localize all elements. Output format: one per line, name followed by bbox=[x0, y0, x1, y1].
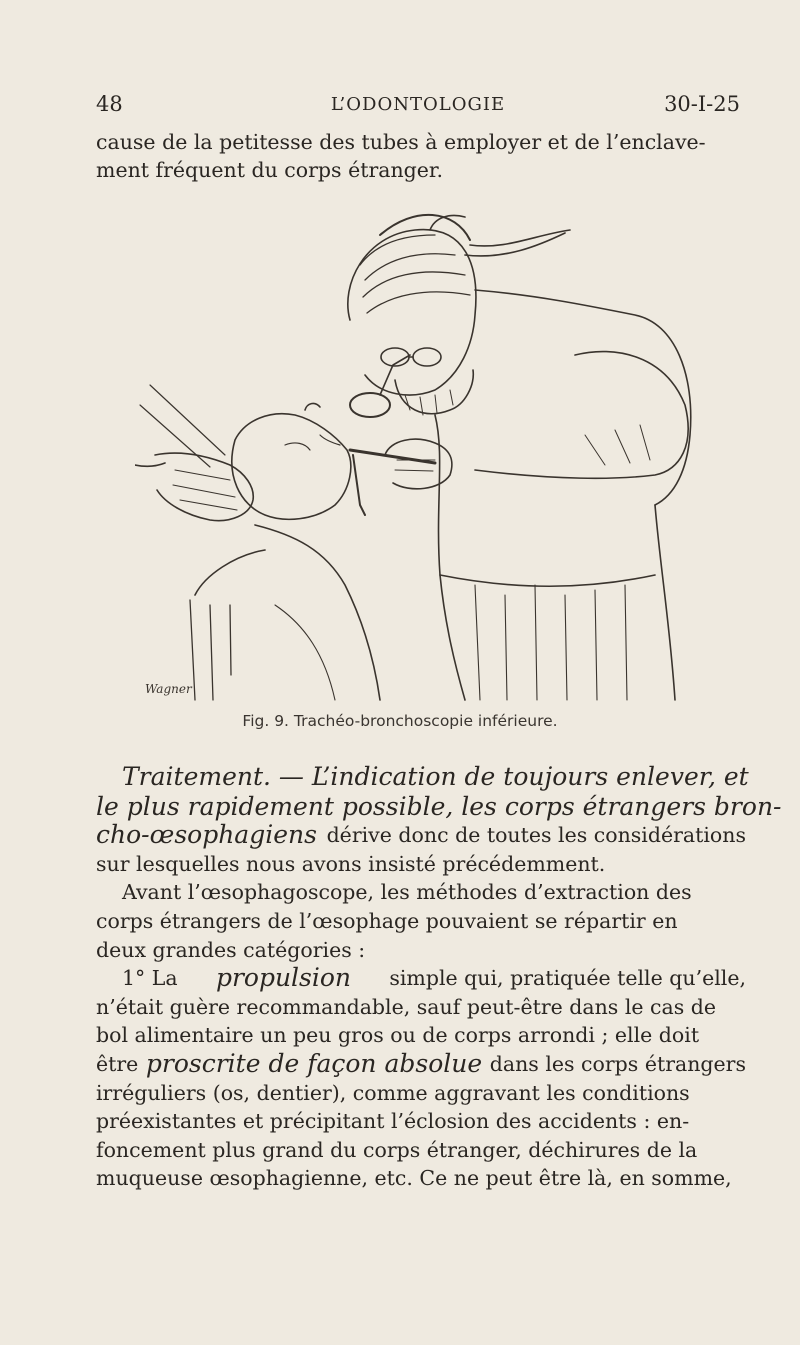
text-line: ment fréquent du corps étranger. bbox=[96, 158, 443, 182]
page-number: 48 bbox=[96, 92, 123, 116]
text-line bbox=[96, 791, 782, 822]
text-line: irréguliers (os, dentier), comme aggravant les conditions bbox=[96, 1080, 690, 1105]
text-line: sur lesquelles nous avons insisté précédemment. bbox=[96, 851, 606, 876]
bronchoscopy-drawing bbox=[135, 205, 695, 703]
text-line: deux grandes catégories : bbox=[96, 937, 366, 962]
italic-text: proscrite de façon absolue bbox=[145, 1048, 483, 1078]
text-line bbox=[96, 1050, 746, 1079]
running-title: L’ODONTOLOGIE bbox=[330, 94, 506, 115]
issue-date: 30-I-25 bbox=[664, 92, 740, 116]
text-line: muqueuse œsophagienne, etc. Ce ne peut être là, en somme, bbox=[96, 1166, 732, 1191]
figure-illustration bbox=[135, 205, 695, 703]
text-segment: être bbox=[96, 1051, 139, 1076]
text-line: préexistantes et précipitant l’éclosion des accidents : en- bbox=[96, 1109, 690, 1134]
italic-heading: Traitement. — L’indication de toujours enlever bbox=[122, 762, 708, 791]
italic-text: cho-œsophagiens bbox=[96, 820, 317, 850]
text-segment: simple qui, pratiquée telle qu’elle, bbox=[389, 966, 746, 991]
text-line: corps étrangers de l’œsophage pouvaient se répartir en bbox=[96, 908, 678, 933]
text-line: foncement plus grand du corps étranger, déchirures de la bbox=[96, 1137, 698, 1162]
body-text bbox=[96, 762, 782, 1193]
italic-text: propulsion bbox=[215, 963, 352, 993]
text-segment: dérive donc de toutes les considérations bbox=[326, 823, 746, 848]
text-line bbox=[96, 762, 749, 793]
intro-paragraph bbox=[96, 128, 746, 184]
text-line: n’était guère recommandable, sauf peut-être dans le cas de bbox=[96, 994, 717, 1019]
text-line: Avant l’œsophagoscope, les méthodes d’extraction des bbox=[122, 880, 692, 905]
text-line bbox=[96, 821, 746, 850]
text-segment: dans les corps étrangers bbox=[489, 1051, 746, 1076]
text-segment: 1° La bbox=[122, 966, 178, 991]
figure-caption: Fig. 9. Trachéo-bronchoscopie inférieure. bbox=[242, 712, 558, 730]
artist-signature: Wagner bbox=[145, 682, 192, 696]
italic-text: le plus rapidement possible, les corps étrangers bron- bbox=[96, 791, 782, 821]
text-line: bol alimentaire un peu gros ou de corps arrondi ; elle doit bbox=[96, 1023, 700, 1048]
running-header bbox=[96, 92, 740, 122]
italic-text: , et bbox=[707, 762, 749, 791]
text-line bbox=[96, 964, 746, 993]
text-line: cause de la petitesse des tubes à employer et de l’enclave- bbox=[96, 130, 706, 154]
